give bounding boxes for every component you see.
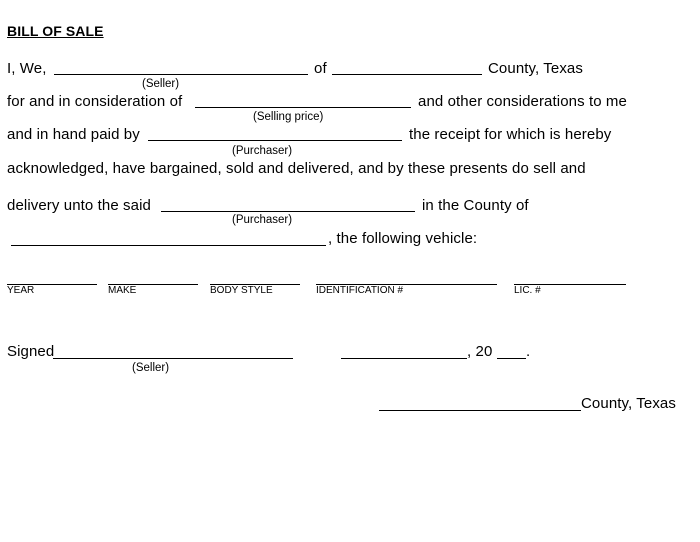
- body-style-label: BODY STYLE: [210, 285, 273, 296]
- purchaser-name-field-2[interactable]: [161, 211, 415, 212]
- signed-end: .: [526, 343, 531, 360]
- line5-suffix: in the County of: [422, 197, 529, 214]
- caption-purchaser-2: (Purchaser): [232, 214, 293, 226]
- caption-purchaser-1: (Purchaser): [232, 145, 293, 157]
- line1-prefix: I, We,: [7, 60, 47, 77]
- seller-signature-field[interactable]: [53, 358, 293, 359]
- purchaser-name-field-1[interactable]: [148, 140, 402, 141]
- line3-prefix: and in hand paid by: [7, 126, 140, 143]
- document-title: BILL OF SALE: [7, 23, 104, 39]
- purchaser-county-field[interactable]: [11, 245, 326, 246]
- lic-label: LIC. #: [514, 285, 541, 296]
- line1-of: of: [314, 60, 327, 77]
- line6-suffix: , the following vehicle:: [328, 230, 478, 247]
- line5-prefix: delivery unto the said: [7, 197, 151, 214]
- line2-suffix: and other considerations to me: [418, 93, 627, 110]
- selling-price-field[interactable]: [195, 107, 411, 108]
- identification-label: IDENTIFICATION #: [316, 285, 404, 296]
- caption-seller: (Seller): [142, 78, 180, 90]
- caption-selling-price: (Selling price): [253, 111, 324, 123]
- county-texas-label: County, Texas: [581, 395, 676, 412]
- year-suffix-field[interactable]: [497, 358, 526, 359]
- signed-label: Signed: [7, 343, 55, 360]
- line1-suffix: County, Texas: [488, 60, 583, 77]
- county-field[interactable]: [379, 410, 581, 411]
- date-field[interactable]: [341, 358, 467, 359]
- line4-text: acknowledged, have bargained, sold and delivered, and by these presents do sell and: [7, 160, 586, 177]
- seller-name-field[interactable]: [54, 74, 308, 75]
- make-label: MAKE: [108, 285, 137, 296]
- year-label: YEAR: [7, 285, 35, 296]
- line2-prefix: for and in consideration of: [7, 93, 183, 110]
- seller-county-field[interactable]: [332, 74, 482, 75]
- line3-suffix: the receipt for which is hereby: [409, 126, 612, 143]
- year-prefix: , 20: [467, 343, 493, 360]
- caption-seller-2: (Seller): [132, 362, 170, 374]
